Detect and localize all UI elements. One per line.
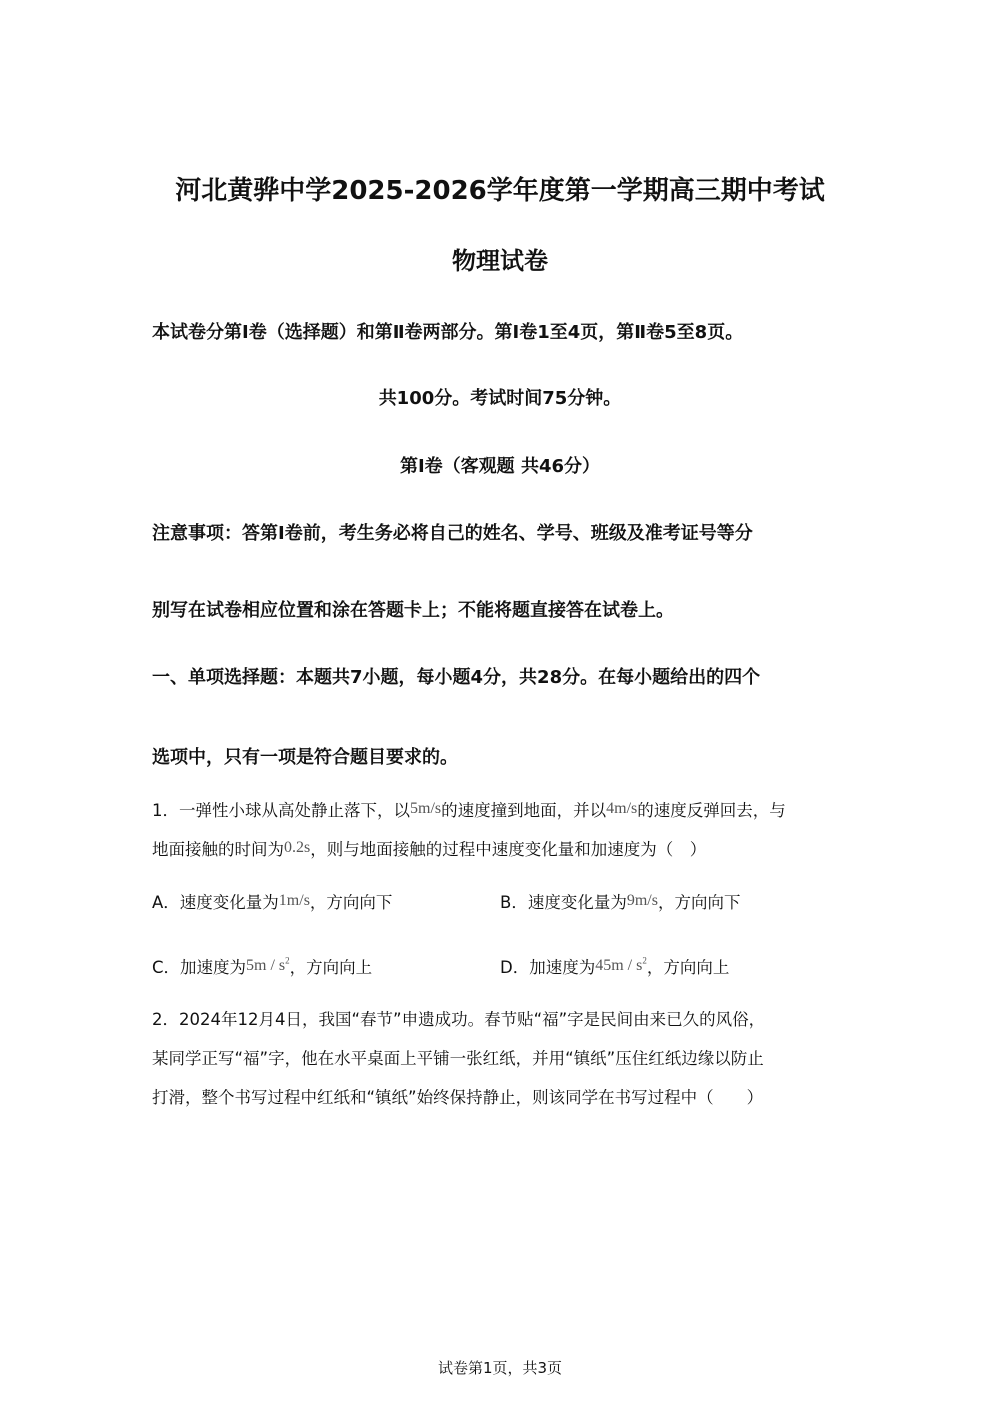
option-c-label: C．加速度为 <box>152 958 247 977</box>
q1-math-speed-out: 4m/s <box>606 800 638 817</box>
q1-text: 的速度反弹回去，与 <box>637 801 786 820</box>
q1-text: 1．一弹性小球从高处静止落下，以 <box>152 801 410 820</box>
option-b-tail: ，方向向下 <box>657 893 741 912</box>
option-d-math <box>595 957 647 974</box>
option-b-math: 9m/s <box>626 892 658 909</box>
notice-line-2: 别写在试卷相应位置和涂在答题卡上；不能将题直接答在试卷上。 <box>152 600 674 621</box>
exam-subtitle: 物理试卷 <box>452 247 548 275</box>
option-a-math: 1m/s <box>278 892 310 909</box>
option-c-math-base: 5m / s <box>246 957 286 974</box>
q1-text: 的速度撞到地面，并以 <box>441 801 607 820</box>
q1-text: ，则与地面接触的过程中速度变化量和加速度为（ ） <box>310 840 707 859</box>
q1-option-b[interactable] <box>500 889 740 913</box>
option-c-tail: ，方向向上 <box>289 958 373 977</box>
q1-option-a[interactable] <box>152 889 392 913</box>
q2-line-1: 2．2024年12月4日，我国“春节”申遗成功。春节贴“福”字是民间由来已久的风俗， <box>152 1010 766 1029</box>
q1-math-speed-in: 5m/s <box>410 800 442 817</box>
option-d-math-base: 45m / s <box>595 957 643 974</box>
option-a-label: A．速度变化量为 <box>152 893 279 912</box>
q1-line-2 <box>152 836 706 860</box>
option-a-tail: ，方向向下 <box>309 893 393 912</box>
option-b-label: B．速度变化量为 <box>500 893 627 912</box>
q2-line-2: 某同学正写“福”字，他在水平桌面上平铺一张红纸，并用“镇纸”压住红纸边缘以防止 <box>152 1049 764 1068</box>
option-d-tail: ，方向向上 <box>646 958 730 977</box>
option-c-exponent: 2 <box>285 955 290 966</box>
q1-text: 地面接触的时间为 <box>152 840 284 859</box>
section1-line-1: 一、单项选择题：本题共7小题，每小题4分，共28分。在每小题给出的四个 <box>152 667 761 688</box>
intro-line-2: 共100分。考试时间75分钟。 <box>378 388 622 409</box>
part1-heading: 第Ⅰ卷（客观题 共46分） <box>399 456 600 477</box>
exam-title: 河北黄骅中学2025-2026学年度第一学期高三期中考试 <box>175 176 825 206</box>
option-d-exponent: 2 <box>642 955 647 966</box>
q1-option-d[interactable] <box>500 954 729 978</box>
q1-option-c[interactable] <box>152 954 372 978</box>
intro-line-1: 本试卷分第Ⅰ卷（选择题）和第Ⅱ卷两部分。第Ⅰ卷1至4页，第Ⅱ卷5至8页。 <box>152 322 744 343</box>
q1-line-1 <box>152 797 786 821</box>
q1-math-time: 0.2s <box>284 839 311 856</box>
notice-line-1: 注意事项：答第Ⅰ卷前，考生务必将自己的姓名、学号、班级及准考证号等分 <box>152 523 753 544</box>
page-footer: 试卷第1页，共3页 <box>437 1359 563 1377</box>
option-d-label: D．加速度为 <box>500 958 596 977</box>
q2-line-3: 打滑，整个书写过程中红纸和“镇纸”始终保持静止，则该同学在书写过程中（ ） <box>152 1088 764 1107</box>
option-c-math <box>246 957 290 974</box>
section1-line-2: 选项中，只有一项是符合题目要求的。 <box>152 747 458 768</box>
